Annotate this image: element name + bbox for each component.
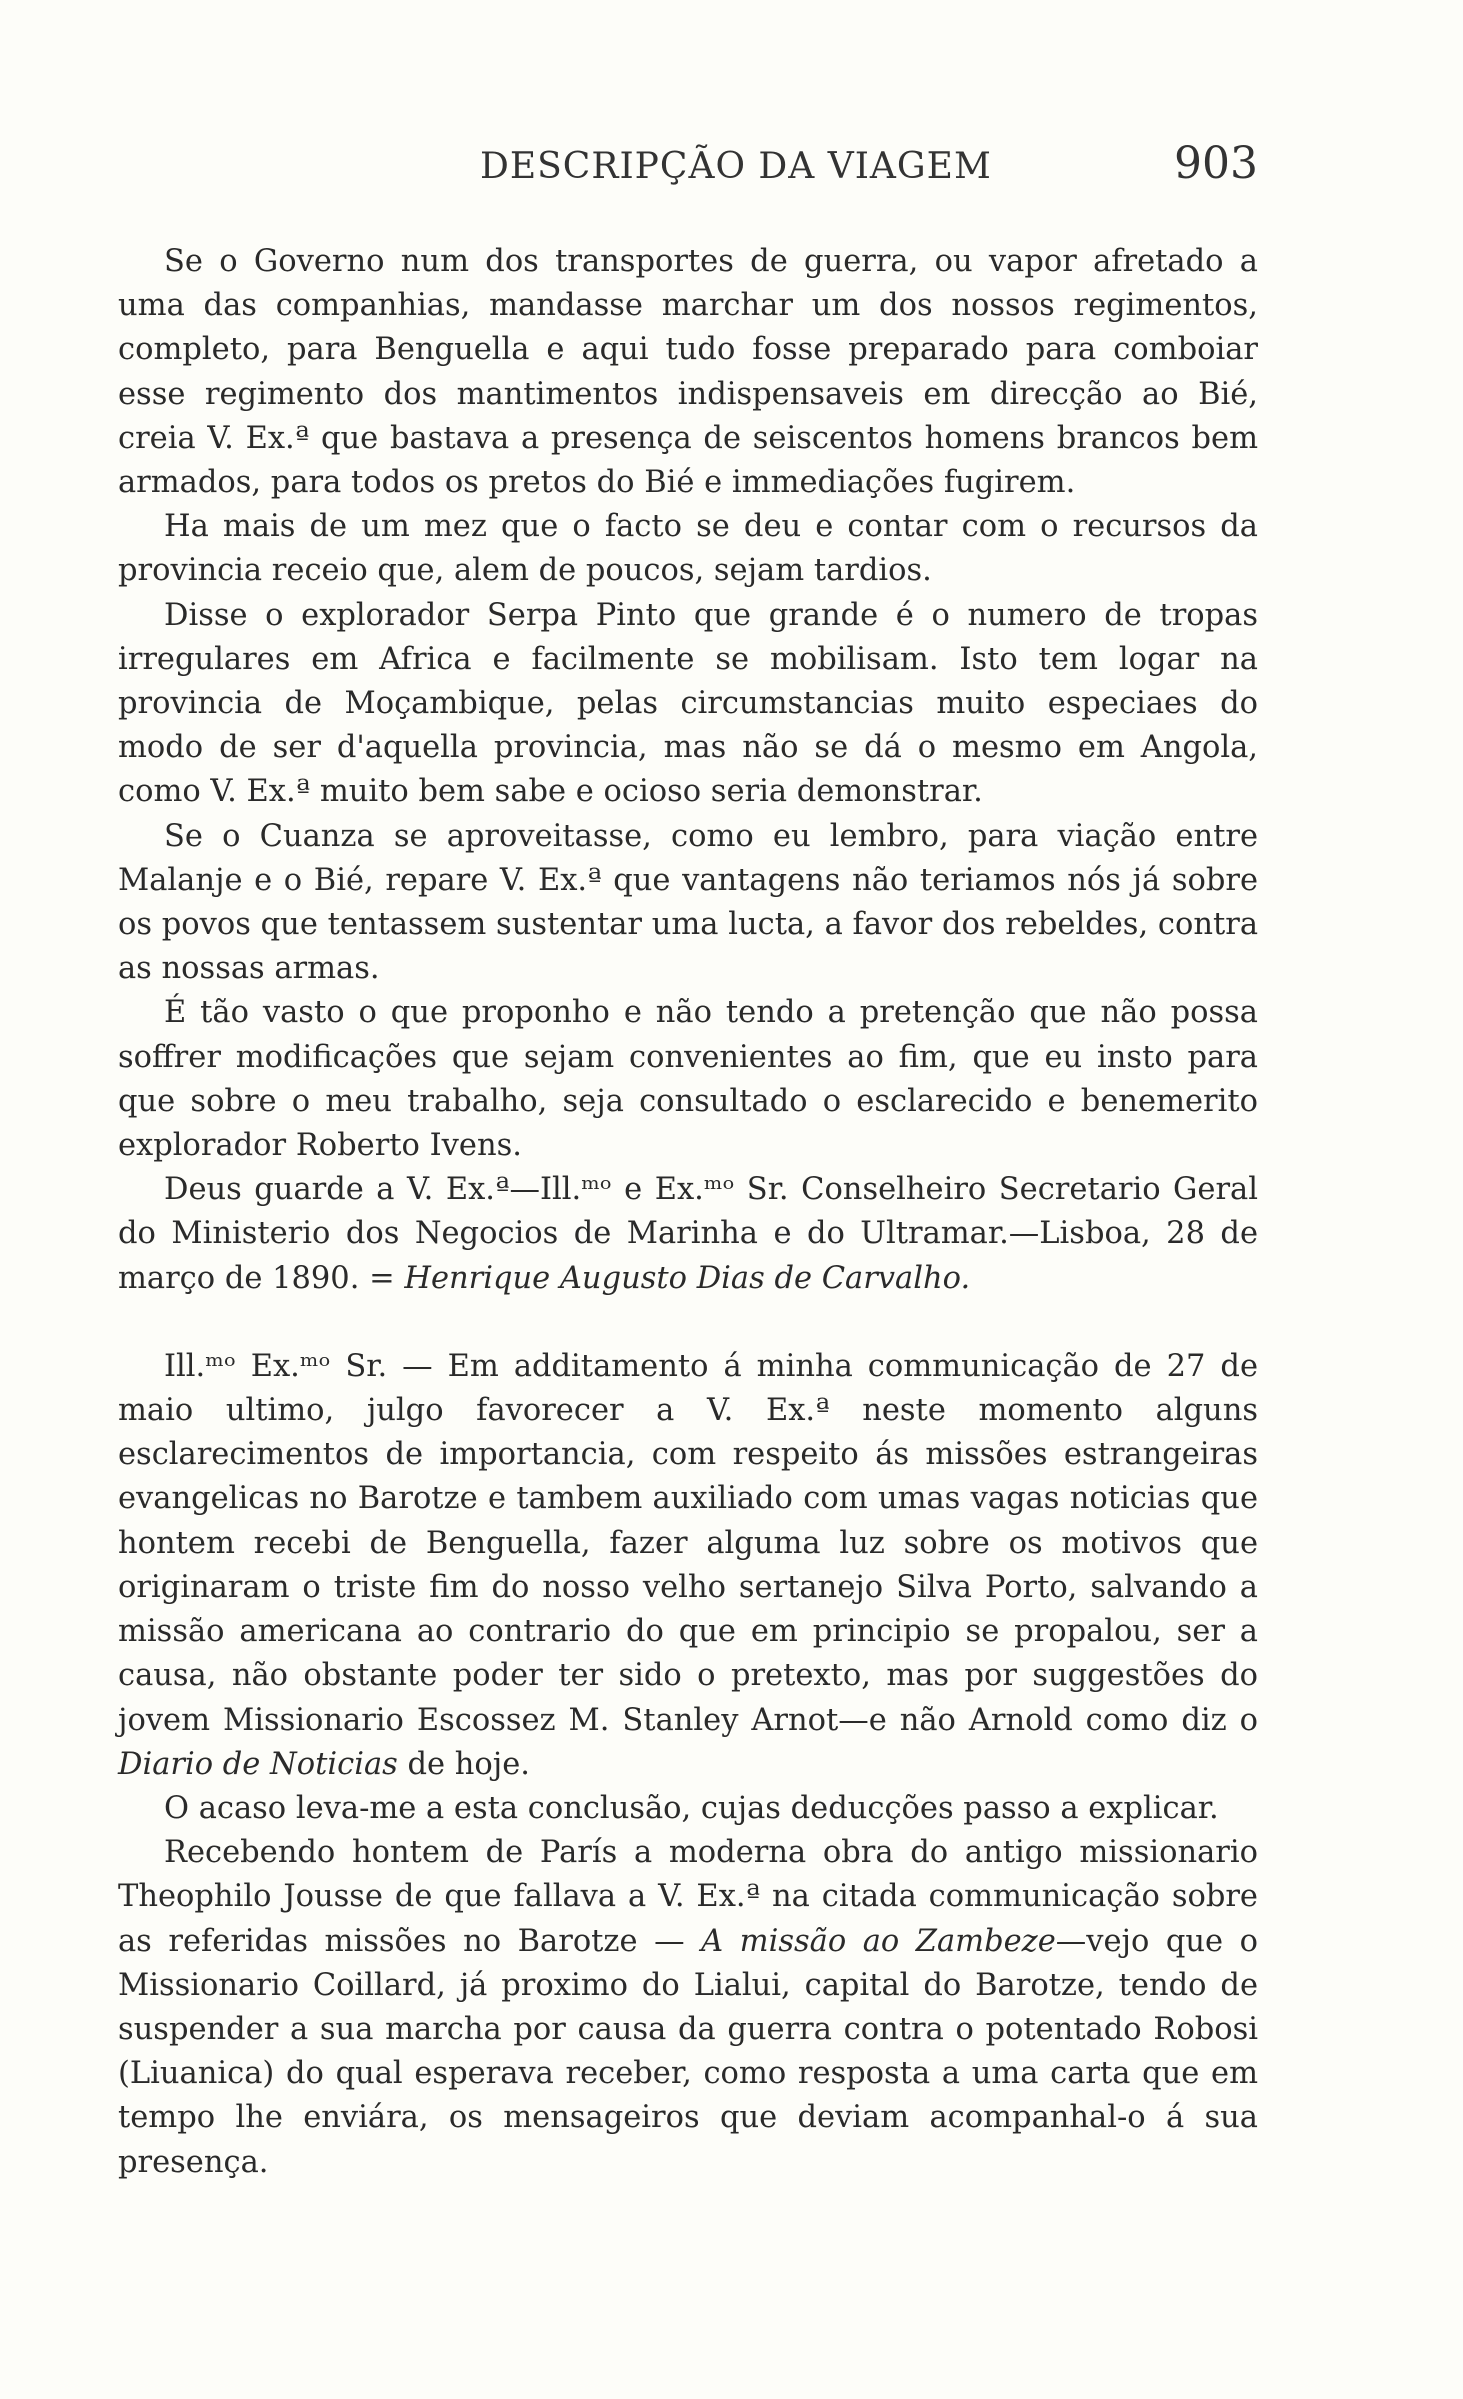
page-header xyxy=(470,138,1270,198)
paragraph: Se o Governo num dos transportes de guerra, ou vapor afretado a uma das companhias, mandasse marchar um dos nossos regimentos, completo, para Benguella e aqui tudo fosse preparado para comboiar esse regimento dos mantimentos indispensaveis em direcção ao Bié, creia V. Ex.ª que bastava a presença de seiscentos homens brancos bem armados, para todos os pretos do Bié e immediações fugirem. xyxy=(118,244,1258,501)
running-head: DESCRIPÇÃO DA VIAGEM xyxy=(480,146,992,187)
paragraph: Disse o explorador Serpa Pinto que grande é o numero de tropas irregulares em Africa e facilmente se mobilisam. Isto tem logar na provincia de Moçambique, pelas circumstancias muito especiaes do modo de ser d'aquella provincia, mas não se dá o mesmo em Angola, como V. Ex.ª muito bem sabe e ocioso seria demonstrar. xyxy=(118,597,1258,810)
book-title: A missão ao Zambeze xyxy=(701,1923,1056,1959)
paragraph: Ha mais de um mez que o facto se deu e contar com o recursos da provincia receio que, alem de poucos, sejam tardios. xyxy=(118,509,1258,589)
closing-text: Deus guarde a V. Ex.ª—Ill.ᵐᵒ e Ex.ᵐᵒ Sr. Conselheiro Secretario Geral do Ministerio dos Negocios de Marinha e do Ultramar.—Lisboa, 28 de março de 1890. = xyxy=(118,1172,1258,1296)
signature: Henrique Augusto Dias de Carvalho. xyxy=(404,1260,971,1296)
paragraph-text: Recebendo hontem de París a moderna obra do antigo missionario Theophilo Jousse de que fallava a V. Ex.ª na citada communicação sobre as referidas missões no Barotze — xyxy=(118,1835,1258,1959)
paragraph-text: Ill.ᵐᵒ Ex.ᵐᵒ Sr. — Em additamento á minha communicação de 27 de maio ultimo, julgo favorecer a V. Ex.ª neste momento alguns esclarecimentos de importancia, com respeito ás missões estrangeiras evangelicas no Barotze e tambem auxiliado com umas vagas noticias que hontem recebi de Benguella, fazer alguma luz sobre os motivos que originaram o triste fim do nosso velho sertanejo Silva Porto, salvando a missão americana ao contrario do que em principio se propalou, ser a causa, não obstante poder ter sido o pretexto, mas por suggestões do jovem Missionario Escossez M. Stanley Arnot—e não Arnold como diz o xyxy=(118,1348,1258,1738)
page-number: 903 xyxy=(1174,138,1258,189)
letter-opening-paragraph xyxy=(118,1345,1258,1787)
paragraph: O acaso leva-me a esta conclusão, cujas deducções passo a explicar. xyxy=(164,1790,1219,1826)
newspaper-title: Diario de Noticias xyxy=(118,1746,398,1782)
body-text xyxy=(118,240,1258,2185)
paragraph: Se o Cuanza se aproveitasse, como eu lembro, para viação entre Malanje e o Bié, repare V. Ex.ª que vantagens não teriamos nós já sobre os povos que tentassem sustentar uma lucta, a favor dos rebeldes, contra as nossas armas. xyxy=(118,818,1258,987)
paragraph-text-end: —vejo que o Missionario Coillard, já proximo do Lialui, capital do Barotze, tendo de suspender a sua marcha por causa da guerra contra o potentado Robosi (Liuanica) do qual esperava receber, como resposta a uma carta que em tempo lhe enviára, os mensageiros que deviam acompanhal-o á sua presença. xyxy=(118,1923,1258,2180)
closing-paragraph xyxy=(118,1168,1258,1301)
paragraph-text-end: de hoje. xyxy=(397,1746,530,1782)
paragraph: É tão vasto o que proponho e não tendo a pretenção que não possa soffrer modificações que sejam convenientes ao fim, que eu insto para que sobre o meu trabalho, seja consultado o esclarecido e benemerito explorador Roberto Ivens. xyxy=(118,995,1258,1164)
paragraph xyxy=(118,1831,1258,2185)
